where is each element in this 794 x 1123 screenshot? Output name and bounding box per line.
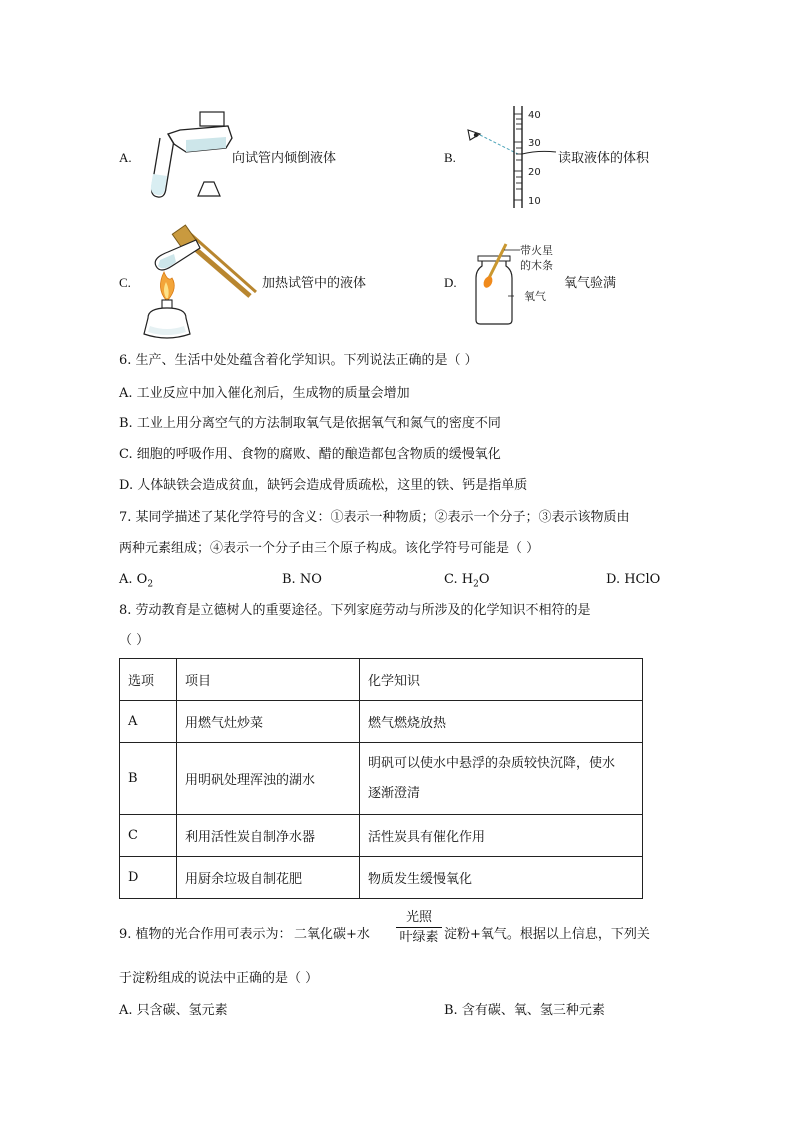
- table-header-row: [120, 659, 643, 701]
- row-item: 用明矾处理浑浊的湖水: [177, 743, 360, 815]
- row-option: B: [120, 743, 177, 815]
- header-option: 选项: [120, 659, 177, 701]
- row-knowledge-line1: 明矾可以使水中悬浮的杂质较快沉降，使水: [368, 755, 616, 771]
- cylinder-tick-label: 10: [528, 196, 541, 207]
- q7-option-d[interactable]: D. HClO: [606, 572, 661, 587]
- heating-test-tube-figure: [138, 222, 258, 344]
- q9-option-a[interactable]: A. 只含碳、氢元素: [119, 1003, 228, 1018]
- row-knowledge: [360, 743, 643, 815]
- row-item: 利用活性炭自制净水器: [177, 815, 360, 857]
- q6-option-c[interactable]: C. 细胞的呼吸作用、食物的腐败、醋的酿造都包含物质的缓慢氧化: [119, 447, 501, 462]
- row-option: A: [120, 701, 177, 743]
- q9-stem-part1: 9. 植物的光合作用可表示为：: [119, 927, 292, 942]
- q9-stem-line2: 于淀粉组成的说法中正确的是（ ）: [119, 971, 319, 986]
- q5-option-a-caption: 向试管内倾倒液体: [232, 151, 337, 166]
- q5-option-c-letter: C.: [119, 275, 131, 290]
- q8-table: [119, 658, 643, 899]
- oxygen-label: 氧气: [524, 290, 546, 303]
- q7-stem-line2: 两种元素组成；④表示一个分子由三个原子构成。该化学符号可能是（ ）: [119, 541, 540, 556]
- row-knowledge: 活性炭具有催化作用: [360, 815, 643, 857]
- q5-option-c-caption: 加热试管中的液体: [262, 276, 367, 291]
- q5-option-b-caption: 读取液体的体积: [558, 151, 650, 166]
- q9-reactants: 二氧化碳+水: [294, 927, 370, 942]
- row-knowledge: 物质发生缓慢氧化: [360, 857, 643, 899]
- q7-option-b[interactable]: B. NO: [282, 572, 322, 587]
- splint-label-line1: 带火星: [520, 244, 553, 257]
- q8-stem: 8. 劳动教育是立德树人的重要途径。下列家庭劳动与所涉及的化学知识不相符的是: [119, 603, 591, 618]
- splint-label-line2: 的木条: [520, 259, 553, 272]
- q6-option-d[interactable]: D. 人体缺铁会造成贫血，缺钙会造成骨质疏松，这里的铁、钙是指单质: [119, 478, 528, 493]
- q5-option-b-letter: B.: [444, 150, 456, 165]
- row-item: 用燃气灶炒菜: [177, 701, 360, 743]
- cylinder-tick-label: 30: [528, 138, 541, 149]
- row-option: C: [120, 815, 177, 857]
- q9-reaction-condition: [396, 910, 442, 946]
- table-row: [120, 857, 643, 899]
- condition-top: 光照: [405, 910, 432, 925]
- q7-stem-line1: 7. 某同学描述了某化学符号的含义：①表示一种物质；②表示一个分子；③表示该物质由: [119, 510, 630, 525]
- row-item: 用厨余垃圾自制花肥: [177, 857, 360, 899]
- q6-option-a[interactable]: A. 工业反应中加入催化剂后，生成物的质量会增加: [119, 386, 410, 401]
- cylinder-tick-label: 20: [528, 167, 541, 178]
- q7-option-a[interactable]: A. $O_2$: [119, 572, 154, 590]
- q6-stem: 6. 生产、生活中处处蕴含着化学知识。下列说法正确的是（ ）: [119, 353, 478, 368]
- header-item: 项目: [177, 659, 360, 701]
- row-knowledge-line2: 逐渐澄清: [368, 785, 421, 801]
- oxygen-test-figure: [468, 236, 568, 328]
- q9-stem-part2: 淀粉+氧气。根据以上信息，下列关: [444, 927, 650, 942]
- row-knowledge: 燃气燃烧放热: [360, 701, 643, 743]
- q7-option-c[interactable]: C. $H_2O$: [444, 572, 490, 590]
- table-row: [120, 701, 643, 743]
- q5-option-d-letter: D.: [444, 275, 457, 290]
- reaction-arrow-line: [396, 927, 442, 928]
- condition-bottom: 叶绿素: [399, 930, 439, 945]
- q9-option-b[interactable]: B. 含有碳、氧、氢三种元素: [444, 1003, 605, 1018]
- row-option: D: [120, 857, 177, 899]
- q5-option-d-caption: 氧气验满: [564, 276, 617, 291]
- graduated-cylinder-figure: [462, 104, 562, 210]
- q8-answer-blank: （ ）: [119, 633, 150, 648]
- table-row: [120, 743, 643, 815]
- pouring-liquid-figure: [140, 104, 235, 204]
- header-knowledge: 化学知识: [360, 659, 643, 701]
- cylinder-tick-label: 40: [528, 110, 541, 121]
- q6-option-b[interactable]: B. 工业上用分离空气的方法制取氧气是依据氧气和氮气的密度不同: [119, 416, 501, 431]
- table-row: [120, 815, 643, 857]
- q5-option-a-letter: A.: [119, 150, 132, 165]
